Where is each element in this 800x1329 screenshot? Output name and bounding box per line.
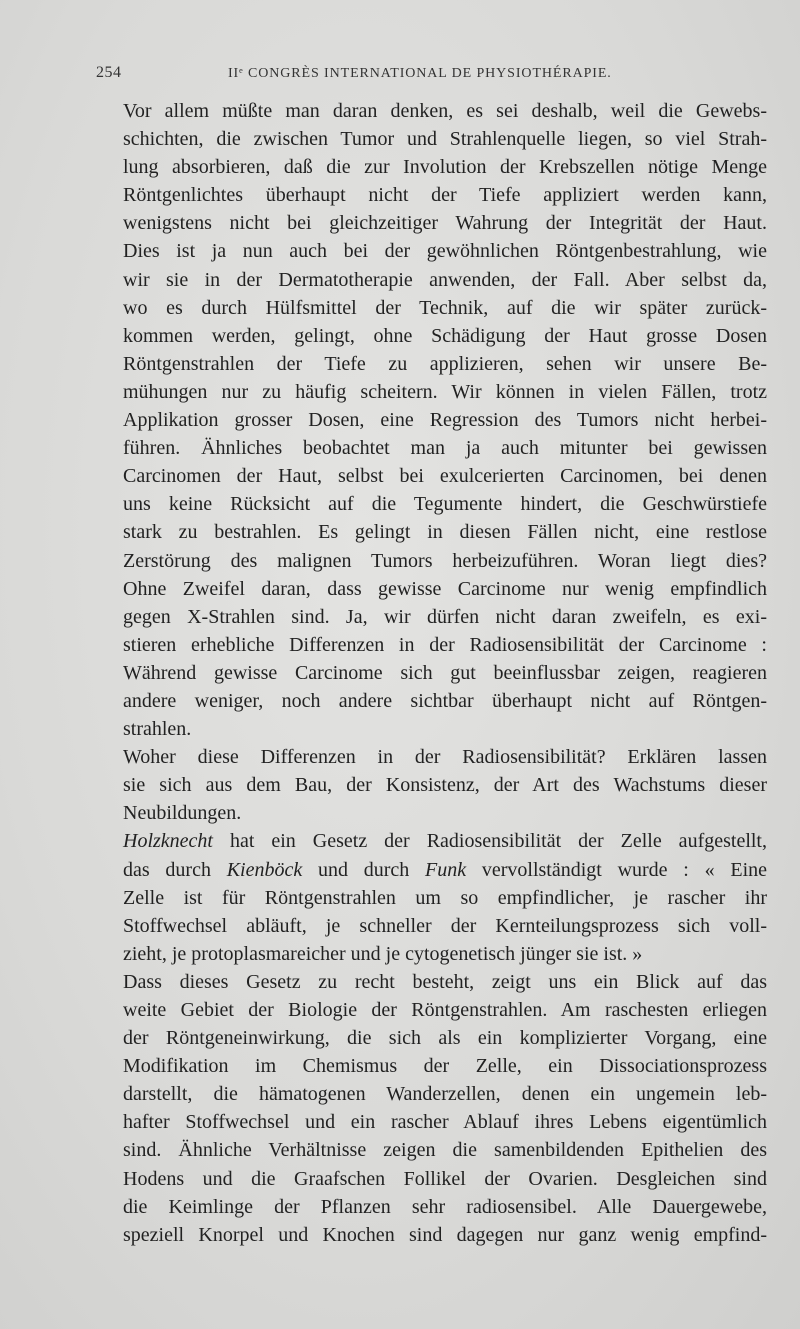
text-line: der Röntgeneinwirkung, die sich als ein komplizierter Vorgang, eine: [123, 1027, 767, 1050]
text-line: stark zu bestrahlen. Es gelingt in diesen Fällen nicht, eine restlose: [123, 521, 767, 544]
text-line: zieht, je protoplasmareicher und je cytogenetisch jünger sie ist. »: [123, 942, 643, 965]
text-line: Röntgenlichtes überhaupt nicht der Tiefe appliziert werden kann,: [123, 184, 767, 207]
text-line: Neubildungen.: [123, 802, 242, 825]
text-line: sie sich aus dem Bau, der Konsistenz, der Art des Wachstums dieser: [123, 774, 767, 797]
text-line: Dass dieses Gesetz zu recht besteht, zeigt uns ein Blick auf das: [123, 970, 767, 993]
author-name: Holzknecht: [123, 830, 213, 853]
paragraph-2: [103, 743, 767, 827]
text-line: Modifikation im Chemismus der Zelle, ein Dissociationsprozess: [123, 1055, 767, 1078]
text-line: wenigstens nicht bei gleichzeitiger Wahrung der Integrität der Haut.: [123, 212, 767, 235]
text-line: Dies ist ja nun auch bei der gewöhnlichen Röntgenbestrahlung, wie: [123, 240, 767, 263]
text-line: gegen X-Strahlen sind. Ja, wir dürfen nicht daran zweifeln, es exi-: [123, 605, 767, 628]
running-title: IIᵉ CONGRÈS INTERNATIONAL DE PHYSIOTHÉRAPIE.: [228, 66, 612, 81]
text-line: Während gewisse Carcinome sich gut beeinflussbar zeigen, reagieren: [123, 661, 767, 684]
text-line: Zelle ist für Röntgenstrahlen um so empfindlicher, je rascher ihr: [123, 886, 767, 909]
text-line: speziell Knorpel und Knochen sind dagegen nur ganz wenig empfind-: [123, 1223, 767, 1246]
page-number: 254: [96, 64, 122, 81]
text-line: Carcinomen der Haut, selbst bei exulcerierten Carcinomen, bei denen: [123, 465, 767, 488]
text-line: lung absorbieren, daß die zur Involution der Krebszellen nötige Menge: [123, 156, 767, 179]
text-line: strahlen.: [123, 718, 192, 741]
text-line: die Keimlinge der Pflanzen sehr radiosensibel. Alle Dauergewebe,: [123, 1195, 767, 1218]
text-line: wir sie in der Dermatotherapie anwenden, der Fall. Aber selbst da,: [123, 268, 767, 291]
text-line: uns keine Rücksicht auf die Tegumente hindert, die Geschwürstiefe: [123, 493, 767, 516]
text-line: Woher diese Differenzen in der Radiosensibilität? Erklären lassen: [123, 746, 767, 769]
text-line: Applikation grosser Dosen, eine Regression des Tumors nicht herbei-: [123, 409, 767, 432]
text-line: Hodens und die Graafschen Follikel der Ovarien. Desgleichen sind: [123, 1167, 767, 1190]
text-line: kommen werden, gelingt, ohne Schädigung der Haut grosse Dosen: [123, 324, 767, 347]
text-line: führen. Ähnliches beobachtet man ja auch mitunter bei gewissen: [123, 437, 767, 460]
text-fragment: das durch: [123, 858, 227, 881]
paragraph-1: [103, 97, 767, 743]
text-line: stieren erhebliche Differenzen in der Radiosensibilität der Carcinome :: [123, 633, 767, 656]
text-line: Vor allem müßte man daran denken, es sei deshalb, weil die Gewebs-: [123, 100, 767, 122]
page-header: [96, 64, 786, 88]
text-line: Ohne Zweifel daran, dass gewisse Carcinome nur wenig empfindlich: [123, 577, 767, 600]
text-line: Röntgenstrahlen der Tiefe zu applizieren, sehen wir unsere Be-: [123, 352, 767, 375]
text-line: weite Gebiet der Biologie der Röntgenstrahlen. Am raschesten erliegen: [123, 999, 767, 1021]
text-line: darstellt, die hämatogenen Wanderzellen, denen ein ungemein leb-: [123, 1083, 767, 1106]
text-line: andere weniger, noch andere sichtbar überhaupt nicht auf Röntgen-: [123, 689, 767, 712]
text-line: Zerstörung des malignen Tumors herbeizuführen. Woran liegt dies?: [123, 549, 767, 572]
paragraph-3: [103, 827, 767, 967]
text-line: [103, 827, 767, 855]
author-name: Funk: [425, 858, 467, 881]
text-line: [103, 856, 767, 884]
body-text: [103, 97, 767, 1249]
text-line: wo es durch Hülfsmittel der Technik, auf die wir später zurück-: [123, 296, 767, 319]
author-name: Kienböck: [226, 858, 303, 881]
text-line: mühungen nur zu häufig scheitern. Wir können in vielen Fällen, trotz: [123, 380, 767, 403]
text-line: hafter Stoffwechsel und ein rascher Ablauf ihres Lebens eigentümlich: [123, 1111, 767, 1134]
text-line: schichten, die zwischen Tumor und Strahlenquelle liegen, so viel Strah-: [123, 128, 767, 151]
text-line: sind. Ähnliche Verhältnisse zeigen die samenbildenden Epithelien des: [123, 1139, 767, 1162]
text-fragment: hat ein Gesetz der Radiosensibilität der Zelle aufgestellt,: [212, 830, 767, 853]
text-fragment: vervollständigt wurde : « Eine: [466, 858, 768, 881]
text-fragment: und durch: [302, 858, 426, 881]
text-line: Stoffwechsel abläuft, je schneller der Kernteilungsprozess sich voll-: [123, 914, 767, 937]
paragraph-4: [103, 968, 767, 1249]
